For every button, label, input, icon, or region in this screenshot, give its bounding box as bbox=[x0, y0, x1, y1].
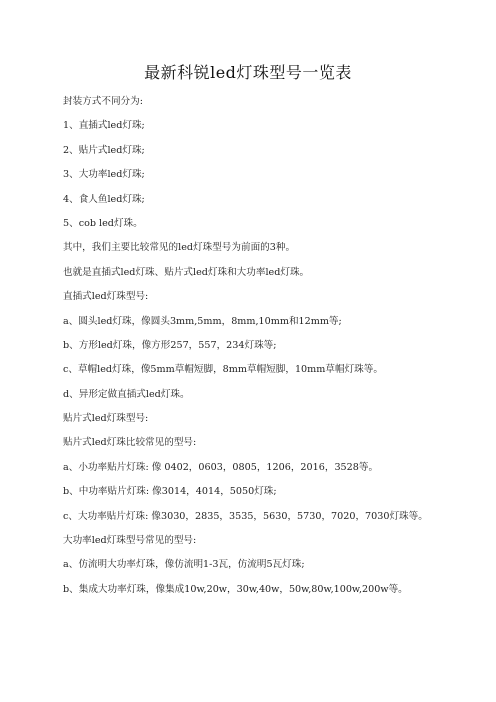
paragraph-line: 2、贴片式led灯珠; bbox=[63, 144, 145, 156]
paragraph-line: 1、直插式led灯珠; bbox=[63, 120, 145, 132]
document-title: 最新科锐led灯珠型号一览表 bbox=[144, 63, 352, 82]
paragraph-line: b、集成大功率灯珠，像集成10w,20w，30w,40w，50w,80w,100w,200w等。 bbox=[63, 583, 408, 595]
paragraph-line: 贴片式led灯珠比较常见的型号: bbox=[63, 437, 197, 449]
paragraph-line: 也就是直插式led灯珠、贴片式led灯珠和大功率led灯珠。 bbox=[63, 266, 310, 278]
paragraph-line: 大功率led灯珠型号常见的型号: bbox=[63, 535, 197, 547]
paragraph-line: d、异形定做直插式led灯珠。 bbox=[63, 388, 190, 400]
paragraph-line: b、中功率贴片灯珠: 像3014，4014，5050灯珠; bbox=[63, 486, 277, 498]
paragraph-line: a、圆头led灯珠，像圆头3mm,5mm，8mm,10mm和12mm等; bbox=[63, 315, 342, 327]
paragraph-line: c、大功率贴片灯珠: 像3030，2835，3535，5630，5730，7020，7030灯珠等。 bbox=[63, 510, 428, 522]
paragraph-line: 封装方式不同分为: bbox=[63, 96, 143, 107]
paragraph-line: 其中，我们主要比较常见的led灯珠型号为前面的3种。 bbox=[63, 242, 296, 254]
paragraph-line: a、小功率贴片灯珠: 像 0402，0603，0805，1206，2016，3528等。 bbox=[63, 461, 379, 473]
paragraph-line: 4、食人鱼led灯珠; bbox=[63, 193, 145, 205]
paragraph-line: c、草帽led灯珠，像5mm草帽短脚，8mm草帽短脚，10mm草帽灯珠等。 bbox=[63, 364, 383, 376]
paragraph-line: b、方形led灯珠，像方形257，557，234灯珠等; bbox=[63, 339, 277, 351]
paragraph-line: 5、cob led灯珠。 bbox=[63, 217, 143, 229]
paragraph-line: 直插式led灯珠型号: bbox=[63, 291, 149, 303]
document-body bbox=[63, 95, 443, 607]
paragraph-line: 3、大功率led灯珠; bbox=[63, 169, 145, 181]
paragraph-line: 贴片式led灯珠型号: bbox=[63, 413, 149, 425]
paragraph-line: a、仿流明大功率灯珠，像仿流明1-3瓦，仿流明5瓦灯珠; bbox=[63, 559, 305, 571]
